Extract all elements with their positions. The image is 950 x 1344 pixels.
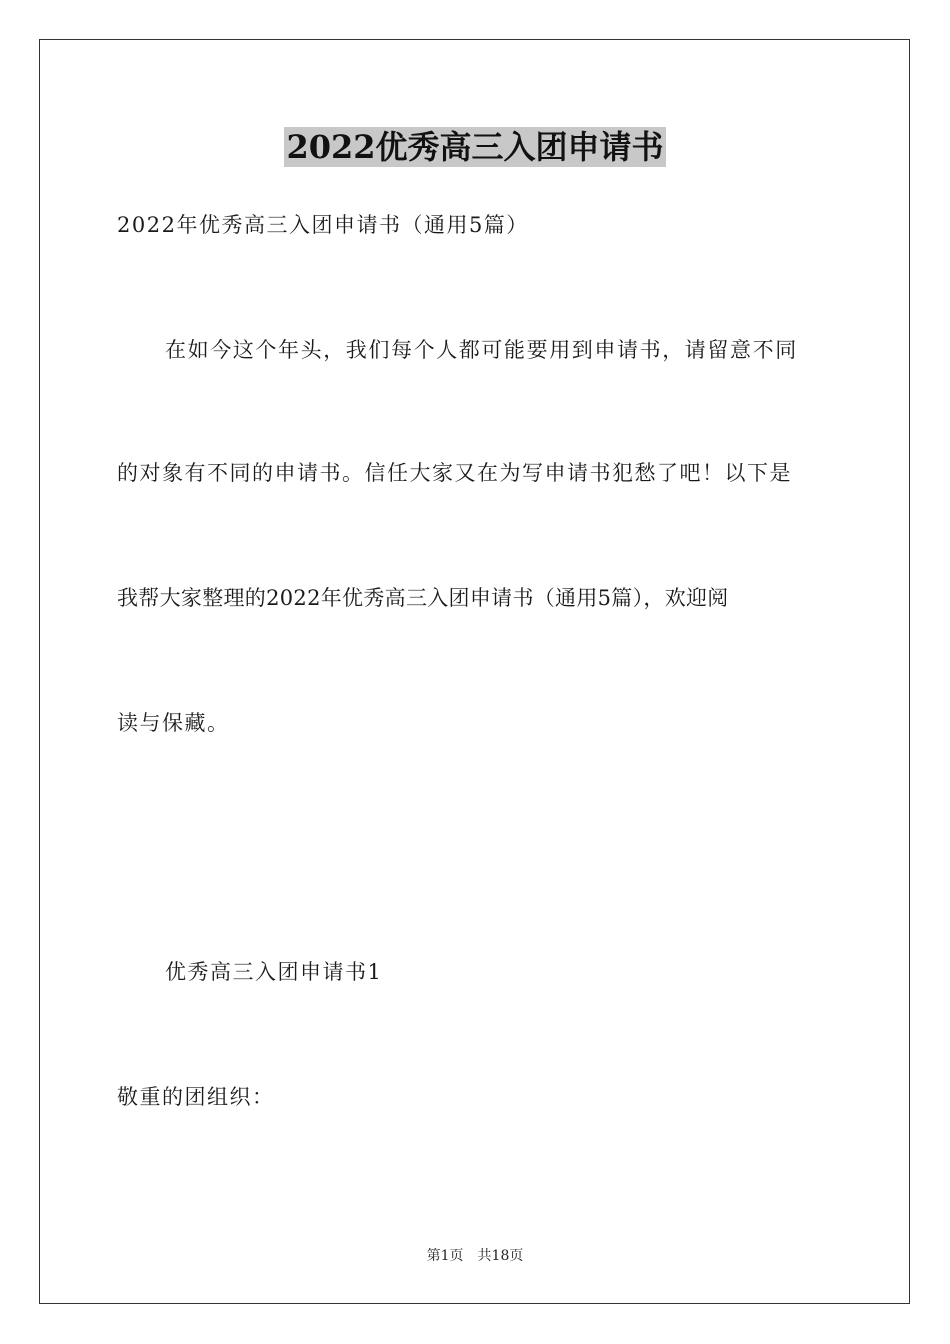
intro-line-4: 读与保藏。 <box>117 711 230 735</box>
title-container <box>0 127 950 167</box>
intro-line-1: 在如今这个年头，我们每个人都可能要用到申请书，请留意不同 <box>165 338 798 362</box>
intro-line-2: 的对象有不同的申请书。信任大家又在为写申请书犯愁了吧！以下是 <box>117 461 792 485</box>
salutation: 敬重的团组织： <box>117 1085 275 1109</box>
intro-line-3: 我帮大家整理的2022年优秀高三入团申请书（通用5篇），欢迎阅 <box>117 586 729 610</box>
page-number-footer: 第1页 共18页 <box>426 1248 524 1264</box>
document-subtitle: 2022年优秀高三入团申请书（通用5篇） <box>117 213 529 237</box>
section-heading: 优秀高三入团申请书1 <box>165 960 383 984</box>
document-title: 2022优秀高三入团申请书 <box>286 128 664 166</box>
